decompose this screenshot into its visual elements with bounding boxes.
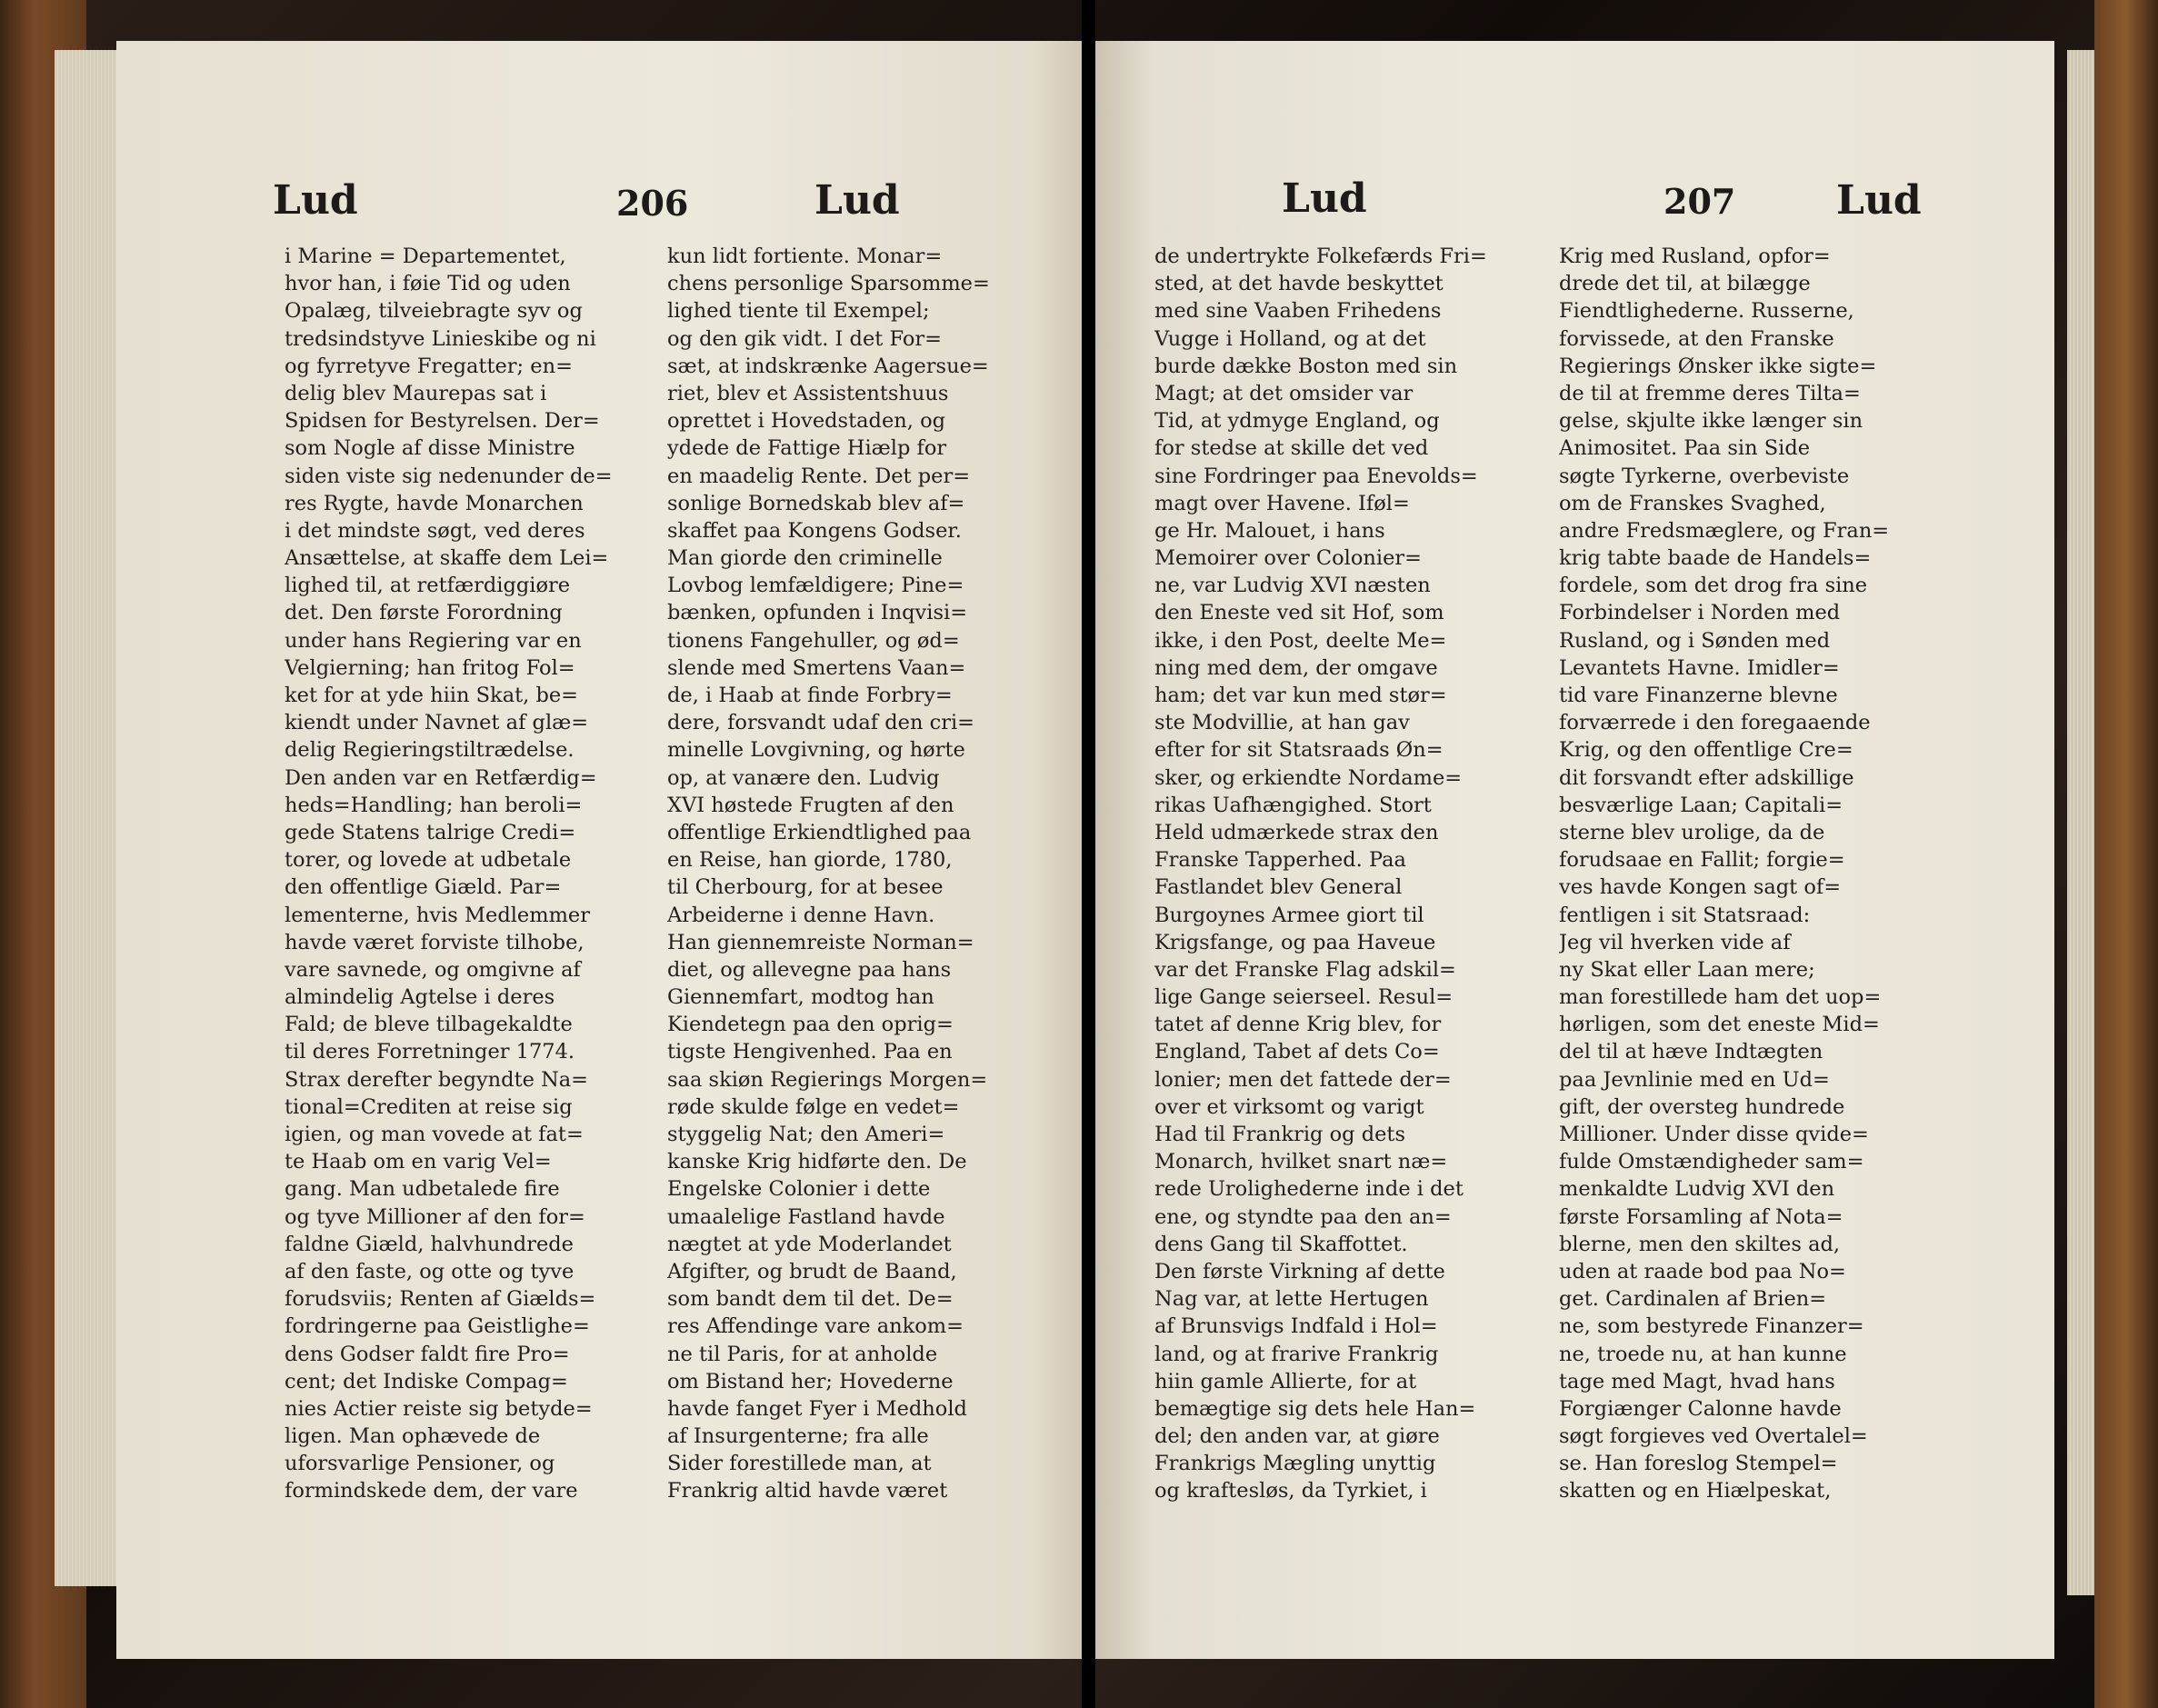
text-line: kun lidt fortiente. Monar= bbox=[667, 245, 943, 268]
text-line: te Haab om en varig Vel= bbox=[285, 1150, 552, 1174]
text-line: styggelig Nat; den Ameri= bbox=[667, 1123, 945, 1146]
text-line: kiendt under Navnet af glæ= bbox=[285, 711, 589, 735]
text-line: Tid, at ydmyge England, og bbox=[1154, 409, 1440, 434]
page-number: 207 bbox=[1663, 181, 1736, 222]
text-line: Lovbog lemfældigere; Pine= bbox=[667, 574, 964, 598]
text-line: gede Statens talrige Credi= bbox=[285, 820, 576, 844]
text-line: en Reise, han giorde, 1780, bbox=[667, 848, 953, 873]
text-line: skatten og en Hiælpeskat, bbox=[1559, 1479, 1832, 1503]
page-207 bbox=[1095, 41, 2054, 1659]
text-line: ning med dem, der omgave bbox=[1154, 655, 1438, 680]
text-line: sine Fordringer paa Enevolds= bbox=[1154, 464, 1478, 488]
text-line: om de Franskes Svaghed, bbox=[1559, 491, 1826, 515]
text-line: man forestillede ham det uop= bbox=[1559, 985, 1882, 1010]
text-line: Krig, og den offentlige Cre= bbox=[1559, 738, 1853, 763]
text-line: oprettet i Hovedstaden, og bbox=[667, 409, 946, 434]
text-line: Krig med Rusland, opfor= bbox=[1559, 245, 1831, 268]
text-line: sted, at det havde beskyttet bbox=[1154, 272, 1444, 296]
text-line: burde dække Boston med sin bbox=[1154, 354, 1458, 378]
text-line: gift, der oversteg hundrede bbox=[1559, 1094, 1845, 1119]
text-line: riet, blev et Assistentshuus bbox=[667, 381, 949, 405]
text-line: Han giennemreiste Norman= bbox=[667, 930, 974, 954]
text-line: lonier; men det fattede der= bbox=[1154, 1067, 1452, 1092]
text-line: Millioner. Under disse qvide= bbox=[1559, 1123, 1869, 1146]
text-line: og den gik vidt. I det For= bbox=[667, 326, 942, 351]
text-line: bemægtige sig dets hele Han= bbox=[1154, 1396, 1476, 1421]
text-line: og fyrretyve Fregatter; en= bbox=[285, 354, 573, 378]
text-line: delig Regieringstiltrædelse. bbox=[285, 738, 574, 763]
text-line: over et virksomt og varigt bbox=[1154, 1094, 1424, 1119]
text-line: hørligen, som det eneste Mid= bbox=[1559, 1013, 1880, 1037]
text-line: Afgifter, og brudt de Baand, bbox=[667, 1259, 957, 1283]
text-line: Held udmærkede strax den bbox=[1154, 820, 1439, 844]
text-line: om Bistand her; Hovederne bbox=[667, 1369, 954, 1393]
text-line: Forgiænger Calonne havde bbox=[1559, 1396, 1842, 1421]
text-line: sterne blev urolige, da de bbox=[1559, 820, 1825, 844]
text-line: tredsindstyve Linieskibe og ni bbox=[285, 326, 596, 351]
text-line: tid vare Finanzerne blevne bbox=[1559, 684, 1838, 707]
text-line: fulde Omstændigheder sam= bbox=[1559, 1150, 1864, 1174]
text-line: Den første Virkning af dette bbox=[1154, 1259, 1445, 1283]
text-line: uden at raade bod paa No= bbox=[1559, 1259, 1846, 1283]
text-line: havde været forviste tilhobe, bbox=[285, 930, 584, 954]
text-line: blerne, men den skiltes ad, bbox=[1559, 1232, 1841, 1256]
text-line: røde skulde følge en vedet= bbox=[667, 1094, 960, 1119]
text-column-1 bbox=[1154, 243, 1523, 1505]
text-line: ligen. Man ophævede de bbox=[285, 1424, 541, 1449]
text-line: hvor han, i føie Tid og uden bbox=[285, 272, 571, 296]
text-line: faldne Giæld, halvhundrede bbox=[285, 1232, 574, 1256]
text-line: de undertrykte Folkefærds Fri= bbox=[1154, 245, 1487, 268]
text-line: del; den anden var, at giøre bbox=[1154, 1424, 1440, 1449]
text-line: almindelig Agtelse i deres bbox=[285, 985, 555, 1010]
text-line: ene, og styndte paa den an= bbox=[1154, 1204, 1452, 1229]
text-line: Vugge i Holland, og at det bbox=[1154, 326, 1426, 351]
text-line: i det mindste søgt, ved deres bbox=[285, 518, 585, 543]
text-line: tional=Crediten at reise sig bbox=[285, 1094, 573, 1119]
text-line: krig tabte baade de Handels= bbox=[1559, 546, 1872, 571]
header-keyword-right: Lud bbox=[1836, 177, 1922, 224]
text-line: ne, som bestyrede Finanzer= bbox=[1559, 1314, 1864, 1339]
text-line: diet, og allevegne paa hans bbox=[667, 957, 952, 982]
text-line: Spidsen for Bestyrelsen. Der= bbox=[285, 409, 600, 434]
text-line: Kiendetegn paa den oprig= bbox=[667, 1013, 954, 1037]
text-line: tigste Hengivenhed. Paa en bbox=[667, 1040, 953, 1064]
text-line: sonlige Bornedskab blev af= bbox=[667, 491, 965, 515]
header-keyword-right: Lud bbox=[814, 177, 900, 224]
text-line: XVI høstede Frugten af den bbox=[667, 793, 954, 817]
text-line: i Marine = Departementet, bbox=[285, 245, 566, 268]
text-line: med sine Vaaben Frihedens bbox=[1154, 299, 1442, 324]
text-line: var det Franske Flag adskil= bbox=[1154, 957, 1456, 982]
text-line: Rusland, og i Sønden med bbox=[1559, 628, 1831, 653]
text-line: torer, og lovede at udbetale bbox=[285, 848, 572, 873]
text-line: Magt; at det omsider var bbox=[1154, 381, 1414, 405]
text-line: Levantets Havne. Imidler= bbox=[1559, 655, 1840, 680]
text-line: Monarch, hvilket snart næ= bbox=[1154, 1150, 1448, 1174]
text-column-2 bbox=[1559, 243, 1927, 1505]
text-line: gelse, skjulte ikke længer sin bbox=[1559, 409, 1863, 434]
text-line: delig blev Maurepas sat i bbox=[285, 381, 547, 405]
text-line: Man giorde den criminelle bbox=[667, 546, 943, 571]
text-line: fordele, som det drog fra sine bbox=[1559, 574, 1868, 598]
text-line: lighed tiente til Exempel; bbox=[667, 299, 930, 324]
text-line: Nag var, at lette Hertugen bbox=[1154, 1287, 1429, 1312]
text-line: Krigsfange, og paa Haveue bbox=[1154, 930, 1436, 954]
text-line: Velgierning; han fritog Fol= bbox=[285, 655, 575, 680]
text-line: kanske Krig hidførte den. De bbox=[667, 1150, 967, 1174]
text-line: hiin gamle Allierte, for at bbox=[1154, 1369, 1417, 1393]
text-line: nægtet at yde Moderlandet bbox=[667, 1232, 952, 1256]
text-line: af Insurgenterne; fra alle bbox=[667, 1424, 929, 1449]
text-line: en maadelig Rente. Det per= bbox=[667, 464, 971, 488]
text-line: saa skiøn Regierings Morgen= bbox=[667, 1067, 988, 1092]
text-line: til deres Forretninger 1774. bbox=[285, 1040, 575, 1064]
text-line: ne til Paris, for at anholde bbox=[667, 1342, 938, 1366]
text-line: ham; det var kun med stør= bbox=[1154, 684, 1447, 707]
text-line: ne, var Ludvig XVI næsten bbox=[1154, 574, 1431, 598]
text-line: forværrede i den foregaaende bbox=[1559, 711, 1871, 735]
right-half bbox=[1095, 0, 2158, 1708]
text-line: tatet af denne Krig blev, for bbox=[1154, 1013, 1442, 1037]
text-line: sker, og erkiendte Nordame= bbox=[1154, 765, 1463, 790]
text-line: Burgoynes Armee giort til bbox=[1154, 903, 1424, 927]
text-line: Arbeiderne i denne Havn. bbox=[667, 903, 935, 927]
text-line: tionens Fangehuller, og ød= bbox=[667, 628, 960, 653]
text-line: under hans Regiering var en bbox=[285, 628, 582, 653]
text-line: fentligen i sit Statsraad: bbox=[1559, 903, 1811, 927]
text-line: get. Cardinalen af Brien= bbox=[1559, 1287, 1827, 1312]
text-line: sæt, at indskrænke Aagersue= bbox=[667, 354, 989, 378]
text-line: del til at hæve Indtægten bbox=[1559, 1040, 1823, 1064]
text-line: Engelske Colonier i dette bbox=[667, 1177, 931, 1202]
text-line: dens Gang til Skaffottet. bbox=[1154, 1232, 1408, 1256]
text-line: forvissede, at den Franske bbox=[1559, 326, 1834, 351]
text-line: nies Actier reiste sig betyde= bbox=[285, 1396, 593, 1421]
text-line: ny Skat eller Laan mere; bbox=[1559, 957, 1815, 982]
text-line: Memoirer over Colonier= bbox=[1154, 546, 1423, 571]
text-line: af den faste, og otte og tyve bbox=[285, 1259, 574, 1283]
text-line: dens Godser faldt fire Pro= bbox=[285, 1342, 570, 1366]
text-line: menkaldte Ludvig XVI den bbox=[1559, 1177, 1835, 1202]
text-line: igien, og man vovede at fat= bbox=[285, 1123, 584, 1146]
text-line: Fald; de bleve tilbagekaldte bbox=[285, 1013, 573, 1037]
text-column-2 bbox=[667, 243, 1026, 1505]
text-line: Forbindelser i Norden med bbox=[1559, 601, 1841, 625]
text-line: cent; det Indiske Compag= bbox=[285, 1369, 568, 1393]
text-line: res Affendinge vare ankom= bbox=[667, 1314, 964, 1339]
text-line: som Nogle af disse Ministre bbox=[285, 436, 575, 461]
text-line: som bandt dem til det. De= bbox=[667, 1287, 954, 1312]
text-line: bænken, opfunden i Inqvisi= bbox=[667, 601, 968, 625]
text-line: og tyve Millioner af den for= bbox=[285, 1204, 585, 1229]
text-line: land, og at frarive Frankrig bbox=[1154, 1342, 1439, 1366]
text-line: den Eneste ved sit Hof, som bbox=[1154, 601, 1444, 625]
text-line: tage med Magt, hvad hans bbox=[1559, 1369, 1835, 1393]
text-line: Franske Tapperhed. Paa bbox=[1154, 848, 1406, 873]
text-line: forudsviis; Renten af Giælds= bbox=[285, 1287, 596, 1312]
text-line: Fiendtlighederne. Russerne, bbox=[1559, 299, 1854, 324]
text-line: efter for sit Statsraads Øn= bbox=[1154, 738, 1444, 763]
text-line: andre Fredsmæglere, og Fran= bbox=[1559, 518, 1890, 543]
text-line: dit forsvandt efter adskillige bbox=[1559, 765, 1854, 790]
text-line: Frankrigs Mægling unyttig bbox=[1154, 1452, 1436, 1476]
text-line: dere, forsvandt udaf den cri= bbox=[667, 711, 975, 735]
text-line: Had til Frankrig og dets bbox=[1154, 1123, 1405, 1146]
text-line: til Cherbourg, for at besee bbox=[667, 875, 944, 900]
text-line: de til at fremme deres Tilta= bbox=[1559, 381, 1861, 405]
text-line: Den anden var en Retfærdig= bbox=[285, 765, 597, 790]
text-line: skaffet paa Kongens Godser. bbox=[667, 518, 962, 543]
text-line: lige Gange seierseel. Resul= bbox=[1154, 985, 1454, 1010]
text-line: paa Jevnlinie med en Ud= bbox=[1559, 1067, 1830, 1092]
text-line: ydede de Fattige Hiælp for bbox=[667, 436, 947, 461]
text-line: ket for at yde hiin Skat, be= bbox=[285, 684, 579, 707]
text-line: søgte Tyrkerne, overbeviste bbox=[1559, 464, 1850, 488]
text-line: lementerne, hvis Medlemmer bbox=[285, 903, 590, 927]
scan-divider bbox=[1082, 0, 1095, 1708]
page-206 bbox=[116, 41, 1082, 1659]
page-edges-left bbox=[55, 50, 118, 1586]
text-line: vare savnede, og omgivne af bbox=[285, 957, 581, 982]
text-line: Fastlandet blev General bbox=[1154, 875, 1403, 900]
header-keyword-left: Lud bbox=[273, 177, 358, 224]
text-line: gang. Man udbetalede fire bbox=[285, 1177, 560, 1202]
text-line: offentlige Erkiendtlighed paa bbox=[667, 820, 972, 844]
text-line: ikke, i den Post, deelte Me= bbox=[1154, 628, 1447, 653]
text-line: havde fanget Fyer i Medhold bbox=[667, 1396, 967, 1421]
text-line: Giennemfart, modtog han bbox=[667, 985, 934, 1010]
text-line: uforsvarlige Pensioner, og bbox=[285, 1452, 555, 1476]
text-line: umaalelige Fastland havde bbox=[667, 1204, 945, 1229]
text-line: se. Han foreslog Stempel= bbox=[1559, 1452, 1838, 1476]
text-line: fordringerne paa Geistlighe= bbox=[285, 1314, 590, 1339]
header-keyword-left: Lud bbox=[1282, 175, 1367, 222]
text-line: Sider forestillede man, at bbox=[667, 1452, 932, 1476]
text-line: siden viste sig nedenunder de= bbox=[285, 464, 613, 488]
text-line: Frankrig altid havde været bbox=[667, 1479, 948, 1503]
page-number: 206 bbox=[616, 183, 689, 224]
text-column-1 bbox=[285, 243, 639, 1505]
text-line: minelle Lovgivning, og hørte bbox=[667, 738, 965, 763]
text-line: chens personlige Sparsomme= bbox=[667, 272, 990, 296]
text-line: besværlige Laan; Capitali= bbox=[1559, 793, 1843, 817]
text-line: lighed til, at retfærdiggiøre bbox=[285, 574, 571, 598]
text-line: heds=Handling; han beroli= bbox=[285, 793, 583, 817]
text-line: forudsaae en Fallit; forgie= bbox=[1559, 848, 1845, 873]
text-line: første Forsamling af Nota= bbox=[1559, 1204, 1843, 1229]
text-line: op, at vanære den. Ludvig bbox=[667, 765, 940, 790]
text-line: rede Urolighederne inde i det bbox=[1154, 1177, 1464, 1202]
text-line: det. Den første Forordning bbox=[285, 601, 563, 625]
text-line: og kraftesløs, da Tyrkiet, i bbox=[1154, 1479, 1427, 1503]
text-line: Regierings Ønsker ikke sigte= bbox=[1559, 354, 1877, 378]
text-line: de, i Haab at finde Forbry= bbox=[667, 684, 953, 707]
text-line: for stedse at skille det ved bbox=[1154, 436, 1429, 461]
text-line: Ansættelse, at skaffe dem Lei= bbox=[285, 546, 609, 571]
text-line: ste Modvillie, at han gav bbox=[1154, 711, 1410, 735]
text-line: Opalæg, tilveiebragte syv og bbox=[285, 299, 583, 324]
text-line: Animositet. Paa sin Side bbox=[1559, 436, 1811, 461]
text-line: drede det til, at bilægge bbox=[1559, 272, 1811, 296]
text-line: slende med Smertens Vaan= bbox=[667, 655, 966, 680]
text-line: res Rygte, havde Monarchen bbox=[285, 491, 584, 515]
book-cover-right bbox=[2094, 0, 2158, 1708]
text-line: rikas Uafhængighed. Stort bbox=[1154, 793, 1432, 817]
text-line: af Brunsvigs Indfald i Hol= bbox=[1154, 1314, 1438, 1339]
text-line: ves havde Kongen sagt of= bbox=[1559, 875, 1842, 900]
text-line: den offentlige Giæld. Par= bbox=[285, 875, 562, 900]
text-line: søgt forgieves ved Overtalel= bbox=[1559, 1424, 1868, 1449]
text-line: formindskede dem, der vare bbox=[285, 1479, 578, 1503]
text-line: ge Hr. Malouet, i hans bbox=[1154, 518, 1385, 543]
text-line: ne, troede nu, at han kunne bbox=[1559, 1342, 1847, 1366]
text-line: Strax derefter begyndte Na= bbox=[285, 1067, 589, 1092]
text-line: England, Tabet af dets Co= bbox=[1154, 1040, 1440, 1064]
text-line: Jeg vil hverken vide af bbox=[1559, 930, 1791, 954]
running-header-left-page bbox=[116, 139, 1082, 224]
running-header-right-page bbox=[1095, 139, 2054, 224]
text-line: magt over Havene. Iføl= bbox=[1154, 491, 1410, 515]
